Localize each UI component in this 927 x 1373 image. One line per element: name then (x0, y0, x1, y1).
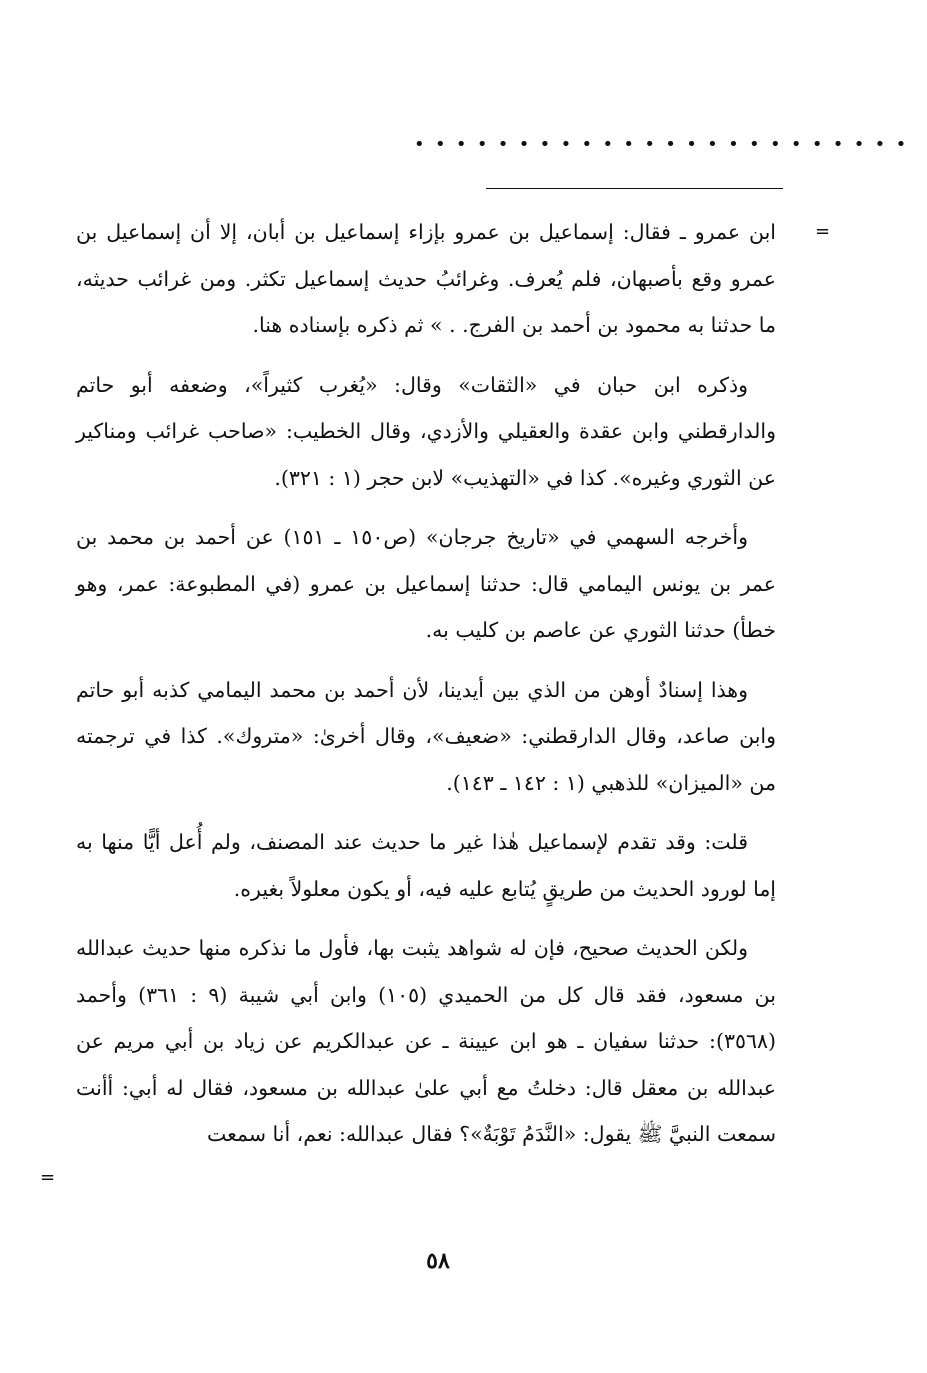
paragraph-3: وأخرجه السهمي في «تاريخ جرجان» (ص١٥٠ ـ ١٥١) عن أحمد بن محمد بن عمر بن يونس اليمامي قال: حدثنا إسماعيل بن عمرو (في المطبوعة: عمر، وهو خطأ) حدثنا الثوري عن عاصم بن كليب به. (76, 525, 776, 642)
page-number: ٥٨ (426, 1248, 450, 1274)
continuation-mark-top: = (815, 221, 831, 242)
paragraph-5: قلت: وقد تقدم لإسماعيل هٰذا غير ما حديث عند المصنف، ولم أُعل أيًّا منها به إما لورود الحديث من طريقٍ يُتابع عليه فيه، أو يكون معلولاً بغيره. (76, 830, 776, 901)
paragraph-1: ابن عمرو ـ فقال: إسماعيل بن عمرو بإزاء إسماعيل بن أبان، إلا أن إسماعيل بن عمرو وقع بأصبهان، فلم يُعرف. وغرائبُ حديث إسماعيل تكثر. ومن غرائب حديثه، ما حدثنا به محمود بن أحمد بن الفرج. . » ثم ذكره بإسناده هنا. (76, 220, 776, 337)
continuation-mark-bottom: = (40, 1167, 56, 1188)
footnote-text (76, 209, 776, 1171)
paragraph-2: وذكره ابن حبان في «الثقات» وقال: «يُغرب كثيراً»، وضعفه أبو حاتم والدارقطني وابن عقدة والعقيلي والأزدي، وقال الخطيب: «صاحب غرائب ومناكير عن الثوري وغيره». كذا في «التهذيب» لابن حجر (١ : ٣٢١). (76, 372, 776, 490)
ornamental-dots: • • • • • • • • • • • • • • • • • • • • • • • • (414, 134, 909, 155)
paragraph-6: ولكن الحديث صحيح، فإن له شواهد يثبت بها، فأول ما نذكره منها حديث عبدالله بن مسعود، فقد قال كل من الحميدي (١٠٥) وابن أبي شيبة (٩ : ٣٦١) وأحمد (٣٥٦٨): حدثنا سفيان ـ هو ابن عيينة ـ عن عبدالكريم عن زياد بن أبي مريم عن عبدالله بن معقل قال: دخلتُ مع أبي علىٰ عبدالله بن مسعود، فقال له أبي: أأنت سمعت النبيَّ ﷺ يقول: «النَّدَمُ تَوْبَةٌ»؟ فقال عبدالله: نعم، أنا سمعت (76, 936, 776, 1146)
paragraph-4: وهذا إسنادٌ أوهن من الذي بين أيدينا، لأن أحمد بن محمد اليمامي كذبه أبو حاتم وابن صاعد، وقال الدارقطني: «ضعيف»، وقال أخرىٰ: «متروك». كذا في ترجمته من «الميزان» للذهبي (١ : ١٤٢ ـ ١٤٣). (76, 677, 776, 795)
footnote-separator-rule (486, 188, 783, 189)
